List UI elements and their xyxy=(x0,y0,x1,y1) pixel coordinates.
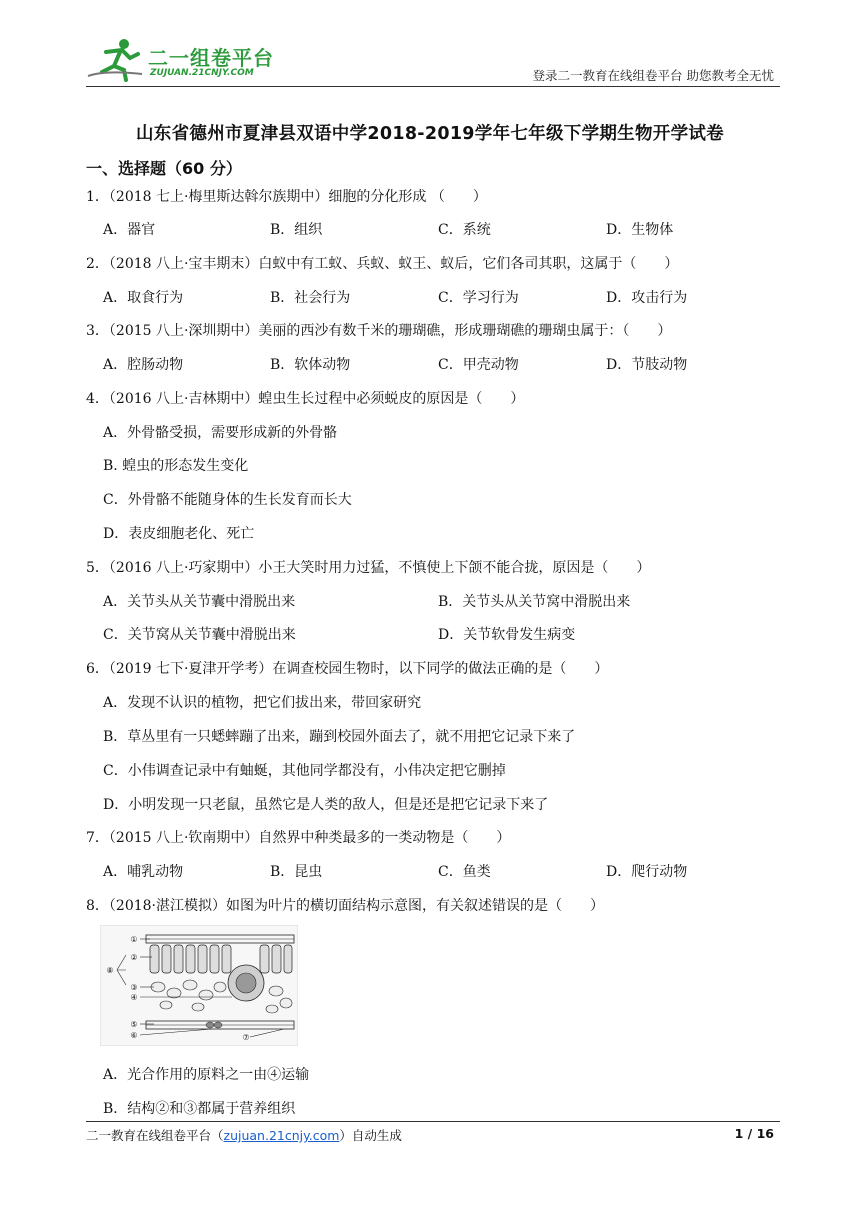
question-4-stem: 4．（2016 八上·吉林期中）蝗虫生长过程中必须蜕皮的原因是（ ） xyxy=(86,391,525,407)
footer-suffix: ）自动生成 xyxy=(339,1128,402,1143)
figure-label-5: ⑤ xyxy=(130,1020,138,1029)
question-2-option-a[interactable]: A．取食行为 xyxy=(103,290,184,306)
question-2-option-b[interactable]: B．社会行为 xyxy=(270,290,351,306)
figure-label-3: ③ xyxy=(130,983,138,992)
section-heading: 一、选择题（60 分） xyxy=(86,159,242,178)
question-8-option-a[interactable]: A．光合作用的原料之一由④运输 xyxy=(103,1067,310,1083)
leaf-cross-section-figure xyxy=(100,925,298,1046)
question-5-option-b[interactable]: B．关节头从关节窝中滑脱出来 xyxy=(438,594,631,610)
question-1-option-a[interactable]: A．器官 xyxy=(103,222,156,238)
page-title: 山东省德州市夏津县双语中学2018-2019学年七年级下学期生物开学试卷 xyxy=(136,124,724,144)
header-slogan: 登录二一教育在线组卷平台 助您教考全无忧 xyxy=(532,68,774,83)
figure-label-7: ⑦ xyxy=(242,1033,250,1042)
logo-subtext: ZUJUAN.21CNJY.COM xyxy=(150,68,254,78)
question-5-option-a[interactable]: A．关节头从关节囊中滑脱出来 xyxy=(103,594,296,610)
question-1-option-b[interactable]: B．组织 xyxy=(270,222,323,238)
question-1-stem: 1．（2018 七上·梅里斯达斡尔族期中）细胞的分化形成 （ ） xyxy=(86,189,487,205)
figure-label-8: ⑧ xyxy=(106,966,114,975)
question-3-stem: 3．（2015 八上·深圳期中）美丽的西沙有数千米的珊瑚礁，形成珊瑚礁的珊瑚虫属于：（ ） xyxy=(86,323,672,339)
question-7-stem: 7．（2015 八上·钦南期中）自然界中种类最多的一类动物是（ ） xyxy=(86,830,511,846)
question-7-option-b[interactable]: B．昆虫 xyxy=(270,864,323,880)
logo-text: 二一组卷平台 xyxy=(148,46,274,70)
question-4-option-d[interactable]: D．表皮细胞老化、死亡 xyxy=(103,526,255,542)
footer-source xyxy=(86,1126,402,1144)
question-7-option-d[interactable]: D．爬行动物 xyxy=(606,864,688,880)
question-2-option-c[interactable]: C．学习行为 xyxy=(438,290,519,306)
question-8-option-b[interactable]: B．结构②和③都属于营养组织 xyxy=(103,1101,296,1117)
question-4-option-b[interactable]: B. 蝗虫的形态发生变化 xyxy=(103,458,249,474)
site-logo xyxy=(86,36,276,86)
runner-logo-icon xyxy=(86,36,146,84)
question-6-option-d[interactable]: D．小明发现一只老鼠，虽然它是人类的敌人，但是还是把它记录下来了 xyxy=(103,797,549,813)
question-7-option-c[interactable]: C．鱼类 xyxy=(438,864,491,880)
question-8-stem: 8．（2018·湛江模拟）如图为叶片的横切面结构示意图，有关叙述错误的是（ ） xyxy=(86,898,604,914)
figure-label-4: ④ xyxy=(130,993,138,1002)
question-3-option-d[interactable]: D．节肢动物 xyxy=(606,357,688,373)
header-divider xyxy=(86,86,780,87)
question-6-option-b[interactable]: B．草丛里有一只蟋蟀蹦了出来，蹦到校园外面去了，就不用把它记录下来了 xyxy=(103,729,576,745)
question-1-option-c[interactable]: C．系统 xyxy=(438,222,491,238)
question-2-option-d[interactable]: D．攻击行为 xyxy=(606,290,688,306)
footer-prefix: 二一教育在线组卷平台（ xyxy=(86,1128,224,1143)
question-4-option-a[interactable]: A．外骨骼受损，需要形成新的外骨骼 xyxy=(103,425,338,441)
question-2-stem: 2．（2018 八上·宝丰期末）白蚁中有工蚁、兵蚁、蚁王、蚁后，它们各司其职，这属于（ ） xyxy=(86,256,679,272)
question-3-option-c[interactable]: C．甲壳动物 xyxy=(438,357,519,373)
footer-divider xyxy=(86,1121,780,1122)
footer-link[interactable]: zujuan.21cnjy.com xyxy=(223,1128,340,1143)
question-7-option-a[interactable]: A．哺乳动物 xyxy=(103,864,184,880)
question-6-option-c[interactable]: C．小伟调查记录中有蚰蜒，其他同学都没有，小伟决定把它删掉 xyxy=(103,763,506,779)
question-6-stem: 6．（2019 七下·夏津开学考）在调查校园生物时，以下同学的做法正确的是（ ） xyxy=(86,661,609,677)
figure-label-1: ① xyxy=(130,935,138,944)
question-5-option-d[interactable]: D．关节软骨发生病变 xyxy=(438,627,576,643)
question-3-option-b[interactable]: B．软体动物 xyxy=(270,357,351,373)
question-5-stem: 5．（2016 八上·巧家期中）小王大笑时用力过猛，不慎使上下颌不能合拢，原因是（ ） xyxy=(86,560,651,576)
question-4-option-c[interactable]: C．外骨骼不能随身体的生长发育而长大 xyxy=(103,492,352,508)
question-5-option-c[interactable]: C．关节窝从关节囊中滑脱出来 xyxy=(103,627,296,643)
figure-label-2: ② xyxy=(130,953,138,962)
question-3-option-a[interactable]: A．腔肠动物 xyxy=(103,357,184,373)
question-1-option-d[interactable]: D．生物体 xyxy=(606,222,674,238)
page-number: 1 / 16 xyxy=(734,1126,774,1141)
question-6-option-a[interactable]: A．发现不认识的植物，把它们拔出来，带回家研究 xyxy=(103,695,422,711)
figure-label-6: ⑥ xyxy=(130,1031,138,1040)
